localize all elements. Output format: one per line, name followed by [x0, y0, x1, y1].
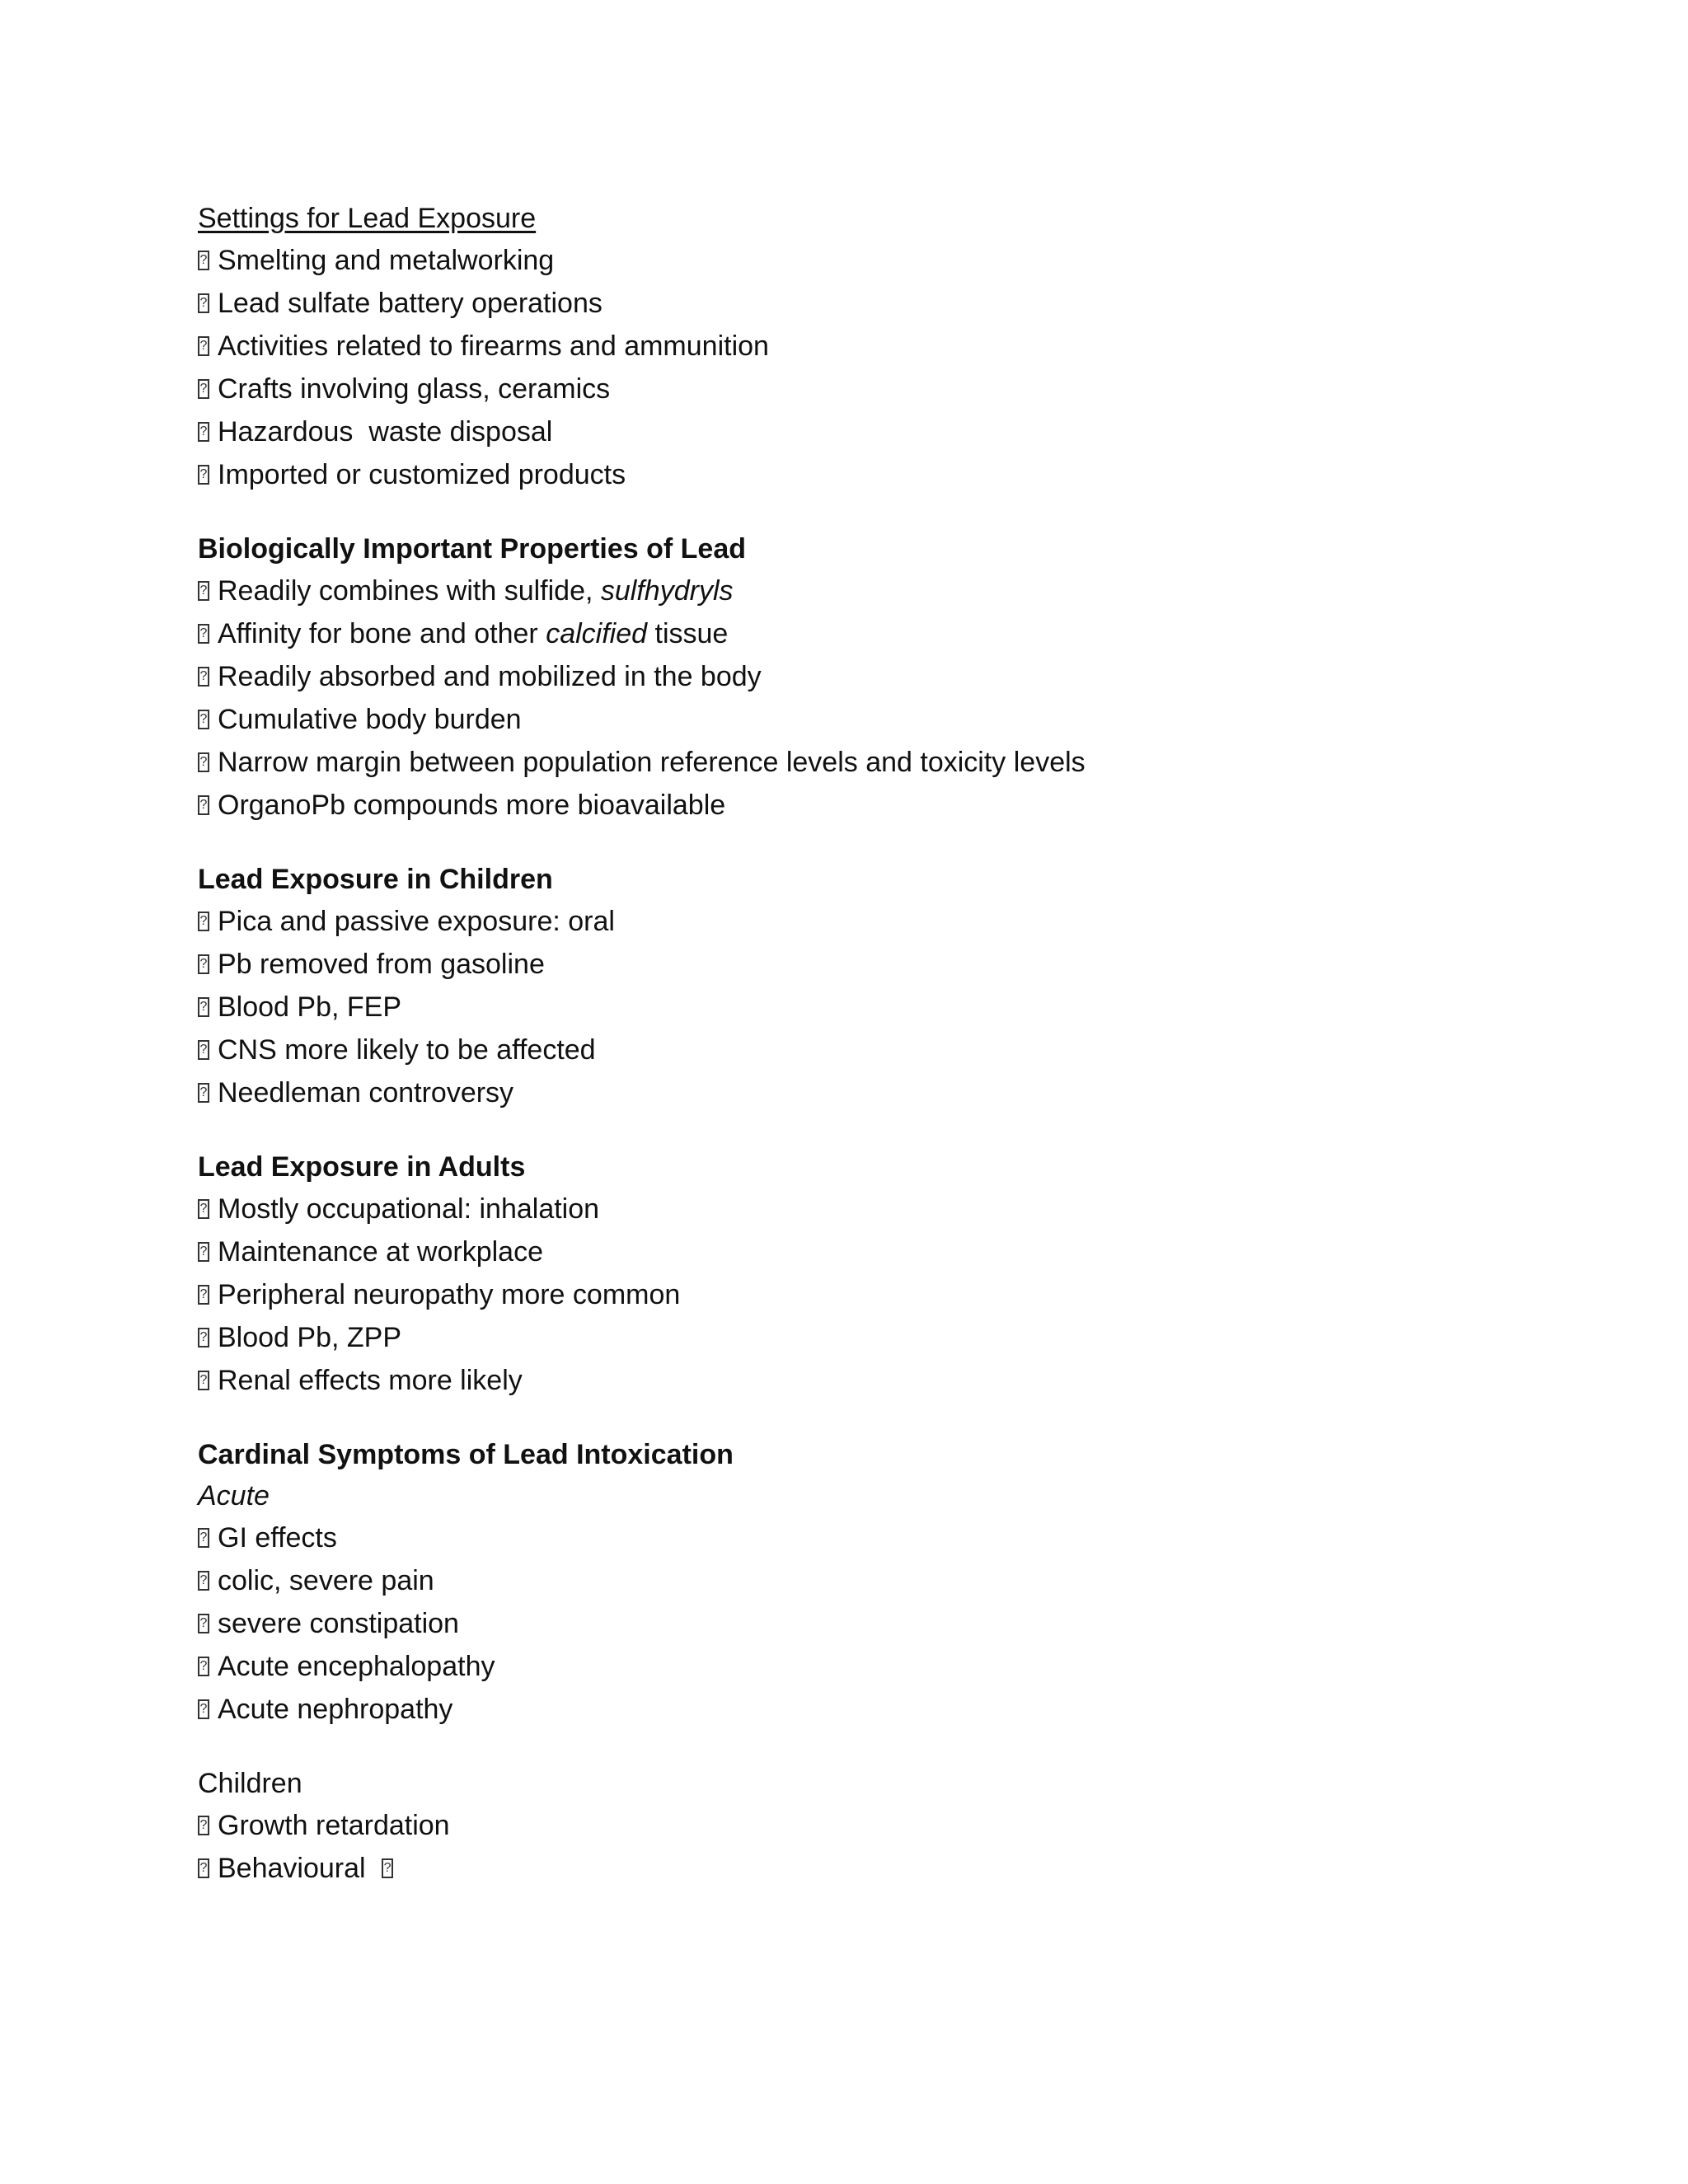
missing-glyph-icon [198, 1614, 209, 1633]
list-item [198, 784, 1517, 827]
list-item-text: CNS more likely to be affected [218, 1034, 596, 1066]
list-item [198, 569, 1517, 612]
list-item-text: Maintenance at workplace [218, 1236, 544, 1268]
list-item [198, 282, 1517, 325]
list-item [198, 1071, 1517, 1114]
section-heading: Cardinal Symptoms of Lead Intoxication [198, 1439, 734, 1470]
list-item [198, 368, 1517, 410]
list-item-text: Behavioural [218, 1853, 374, 1884]
missing-glyph-icon [198, 795, 209, 815]
list-item [198, 655, 1517, 698]
missing-glyph-icon [198, 251, 209, 270]
list-item-text: Peripheral neuropathy more common [218, 1279, 681, 1310]
missing-glyph-icon [198, 912, 209, 931]
list-item-text: Blood Pb, FEP [218, 991, 402, 1023]
list-item-text: severe constipation [218, 1608, 459, 1639]
section-properties [198, 528, 1517, 827]
section-settings [198, 198, 1517, 496]
list-item [198, 1316, 1517, 1359]
missing-glyph-icon [198, 997, 209, 1017]
list-item-text: Pb removed from gasoline [218, 949, 545, 980]
missing-glyph-icon [198, 1699, 209, 1719]
list-item [198, 1230, 1517, 1273]
list-item [198, 900, 1517, 943]
missing-glyph-icon [198, 752, 209, 772]
list-item [198, 239, 1517, 282]
section-cardinal-symptoms [198, 1434, 1517, 1731]
list-item-text-part: Affinity for bone and other [218, 618, 546, 649]
list-item-text: Blood Pb, ZPP [218, 1322, 402, 1353]
list-item [198, 453, 1517, 496]
section-heading: Children [198, 1768, 302, 1799]
list-item-text [218, 569, 734, 612]
list-item [198, 1847, 1517, 1890]
section-heading: Lead Exposure in Children [198, 864, 553, 895]
list-item-text: Readily absorbed and mobilized in the body [218, 661, 762, 692]
list-item-text: Smelting and metalworking [218, 245, 555, 276]
list-item [198, 1188, 1517, 1230]
missing-glyph-icon [198, 465, 209, 485]
list-item-text: Lead sulfate battery operations [218, 288, 603, 319]
list-item [198, 1029, 1517, 1071]
list-item-text-part: Readily combines with sulfide, [218, 575, 601, 607]
list-item-text: GI effects [218, 1522, 337, 1554]
missing-glyph-icon [198, 581, 209, 601]
list-item-text: Imported or customized products [218, 459, 626, 490]
list-item [198, 1602, 1517, 1645]
list-item-italic: calcified [546, 618, 648, 649]
list-item [198, 741, 1517, 784]
missing-glyph-icon [198, 1657, 209, 1676]
list-item-text: Hazardous waste disposal [218, 416, 553, 448]
document-content [198, 198, 1517, 1890]
section-children-exposure [198, 859, 1517, 1114]
missing-glyph-icon [198, 1328, 209, 1347]
list-item-text: Mostly occupational: inhalation [218, 1193, 600, 1225]
list-item-text: Needleman controversy [218, 1077, 514, 1108]
missing-glyph-icon [198, 1371, 209, 1390]
missing-glyph-icon [198, 336, 209, 356]
list-item [198, 410, 1517, 453]
list-item-text: Growth retardation [218, 1810, 450, 1841]
list-item [198, 698, 1517, 741]
missing-glyph-icon [198, 1285, 209, 1305]
list-item-text: OrganoPb compounds more bioavailable [218, 790, 726, 821]
list-item-text: Renal effects more likely [218, 1365, 523, 1396]
list-item [198, 986, 1517, 1029]
missing-glyph-icon [198, 1040, 209, 1060]
missing-glyph-icon [198, 293, 209, 313]
missing-glyph-icon [198, 1242, 209, 1262]
section-heading: Settings for Lead Exposure [198, 203, 537, 234]
section-subheading: Acute [198, 1480, 270, 1511]
section-adults-exposure [198, 1146, 1517, 1402]
list-item [198, 943, 1517, 986]
list-item-text: Acute nephropathy [218, 1694, 453, 1725]
list-item-text: Acute encephalopathy [218, 1651, 495, 1682]
list-item [198, 1804, 1517, 1847]
list-item [198, 612, 1517, 655]
list-item [198, 1273, 1517, 1316]
list-item-text: Pica and passive exposure: oral [218, 906, 615, 937]
list-item [198, 325, 1517, 368]
list-item [198, 1559, 1517, 1602]
missing-glyph-icon [198, 1816, 209, 1835]
missing-glyph-icon [198, 624, 209, 644]
missing-glyph-icon [198, 379, 209, 399]
list-item-text [218, 612, 728, 655]
list-item [198, 1516, 1517, 1559]
section-heading: Biologically Important Properties of Lead [198, 533, 746, 565]
section-heading: Lead Exposure in Adults [198, 1151, 526, 1183]
missing-glyph-icon [198, 422, 209, 442]
missing-glyph-icon [198, 1858, 209, 1878]
list-item-text: colic, severe pain [218, 1565, 434, 1596]
missing-glyph-icon [198, 710, 209, 729]
list-item-italic: sulfhydryls [600, 575, 734, 607]
missing-glyph-icon [198, 954, 209, 974]
missing-glyph-icon [198, 1528, 209, 1548]
list-item-text-part: tissue [647, 618, 729, 649]
missing-glyph-icon [382, 1858, 393, 1878]
list-item [198, 1645, 1517, 1688]
missing-glyph-icon [198, 667, 209, 687]
list-item-text: Cumulative body burden [218, 704, 522, 735]
section-children-symptoms [198, 1763, 1517, 1890]
list-item [198, 1688, 1517, 1731]
missing-glyph-icon [198, 1083, 209, 1103]
list-item-text: Activities related to firearms and ammunition [218, 330, 769, 362]
missing-glyph-icon [198, 1199, 209, 1219]
missing-glyph-icon [198, 1571, 209, 1591]
list-item-text: Narrow margin between population reference levels and toxicity levels [218, 747, 1085, 778]
list-item [198, 1359, 1517, 1402]
list-item-text: Crafts involving glass, ceramics [218, 373, 611, 405]
